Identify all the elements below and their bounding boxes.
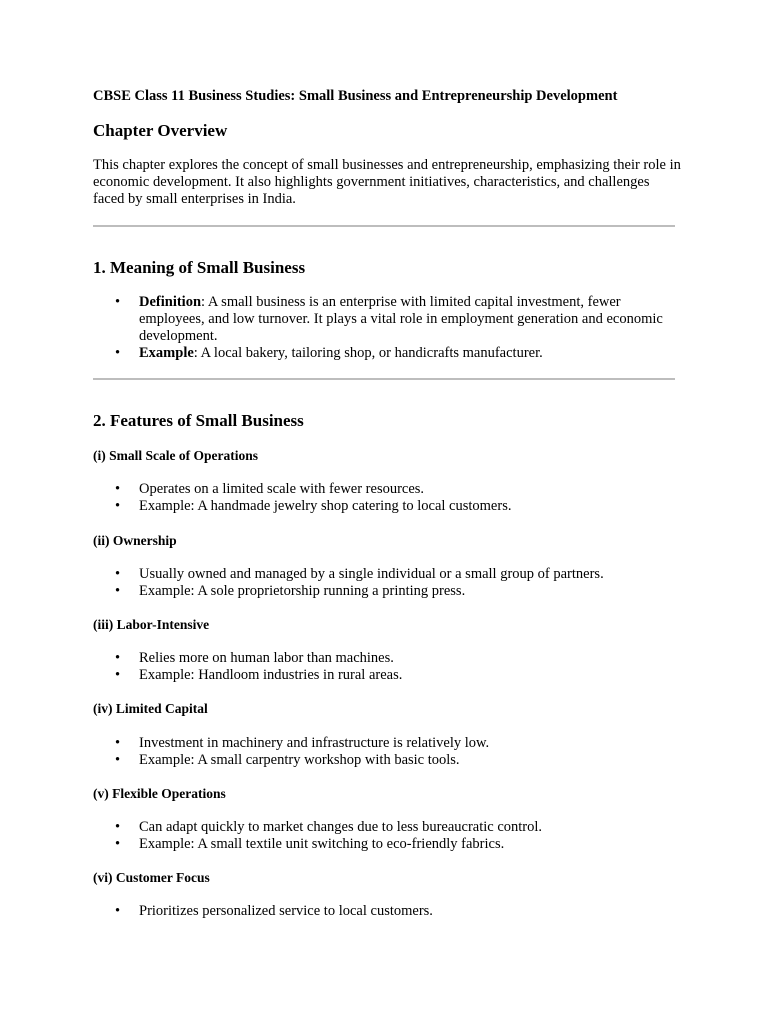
section-2-heading: 2. Features of Small Business: [93, 411, 304, 430]
overview-paragraph: This chapter explores the concept of small businesses and entrepreneurship, emphasizing their role in economic development. It also highlights government initiatives, characteristics, and challenges faced by small enterprises in India.: [93, 157, 681, 207]
example-term: Example: [139, 345, 194, 361]
list-item-text: Operates on a limited scale with fewer resources.: [139, 481, 425, 497]
list-item: [111, 345, 671, 362]
bullet: •: [115, 836, 121, 852]
list-item: [111, 819, 671, 836]
bullet: •: [115, 498, 121, 514]
list-item-text: Example: A handmade jewelry shop catering to local customers.: [139, 498, 512, 514]
feature-list: [111, 566, 671, 600]
list-item: [111, 903, 671, 920]
list-item-text: Usually owned and managed by a single individual or a small group of partners.: [139, 566, 604, 582]
list-item: [111, 498, 671, 515]
list-item-text: Example: A small textile unit switching to eco-friendly fabrics.: [139, 836, 505, 852]
list-item-text: Example: A sole proprietorship running a printing press.: [139, 583, 466, 599]
bullet: •: [115, 752, 121, 768]
bullet: •: [115, 294, 121, 310]
bullet: •: [115, 819, 121, 835]
list-item-text: Investment in machinery and infrastructure is relatively low.: [139, 735, 490, 751]
divider: [93, 378, 675, 380]
bullet: •: [115, 566, 121, 582]
feature-heading: (i) Small Scale of Operations: [93, 448, 258, 463]
list-item: [111, 481, 671, 498]
section-1-heading: 1. Meaning of Small Business: [93, 258, 306, 277]
feature-heading: (vi) Customer Focus: [93, 870, 210, 885]
list-item: [111, 650, 671, 667]
feature-heading: (iii) Labor-Intensive: [93, 617, 210, 632]
bullet: •: [115, 667, 121, 683]
definition-text: : A small business is an enterprise with limited capital investment, fewer employees, and low turnover. It plays a vital role in employment generation and economic development.: [139, 294, 663, 344]
list-item: [111, 566, 671, 583]
feature-list: [111, 650, 671, 684]
list-item: [111, 752, 671, 769]
feature-heading: (ii) Ownership: [93, 533, 177, 548]
feature-list: [111, 903, 671, 920]
list-item-text: Example: Handloom industries in rural areas.: [139, 667, 403, 683]
list-item: [111, 294, 671, 345]
list-item: [111, 583, 671, 600]
feature-list: [111, 819, 671, 853]
list-item-text: Can adapt quickly to market changes due to less bureaucratic control.: [139, 819, 543, 835]
list-item: [111, 667, 671, 684]
feature-heading: (v) Flexible Operations: [93, 786, 226, 801]
list-item-text: Example: A small carpentry workshop with basic tools.: [139, 752, 460, 768]
feature-list: [111, 735, 671, 769]
bullet: •: [115, 735, 121, 751]
list-item-text: Relies more on human labor than machines.: [139, 650, 394, 666]
list-item: [111, 836, 671, 853]
definition-term: Definition: [139, 294, 202, 310]
feature-list: [111, 481, 671, 515]
bullet: •: [115, 650, 121, 666]
overview-heading: Chapter Overview: [93, 121, 228, 140]
bullet: •: [115, 903, 121, 919]
document-title: CBSE Class 11 Business Studies: Small Business and Entrepreneurship Development: [93, 88, 618, 104]
bullet: •: [115, 345, 121, 361]
list-item: [111, 735, 671, 752]
divider: [93, 225, 675, 227]
bullet: •: [115, 583, 121, 599]
feature-heading: (iv) Limited Capital: [93, 701, 208, 716]
list-item-text: Prioritizes personalized service to local customers.: [139, 903, 433, 919]
example-text: : A local bakery, tailoring shop, or handicrafts manufacturer.: [193, 345, 543, 361]
bullet: •: [115, 481, 121, 497]
section-1-list: [111, 294, 671, 362]
